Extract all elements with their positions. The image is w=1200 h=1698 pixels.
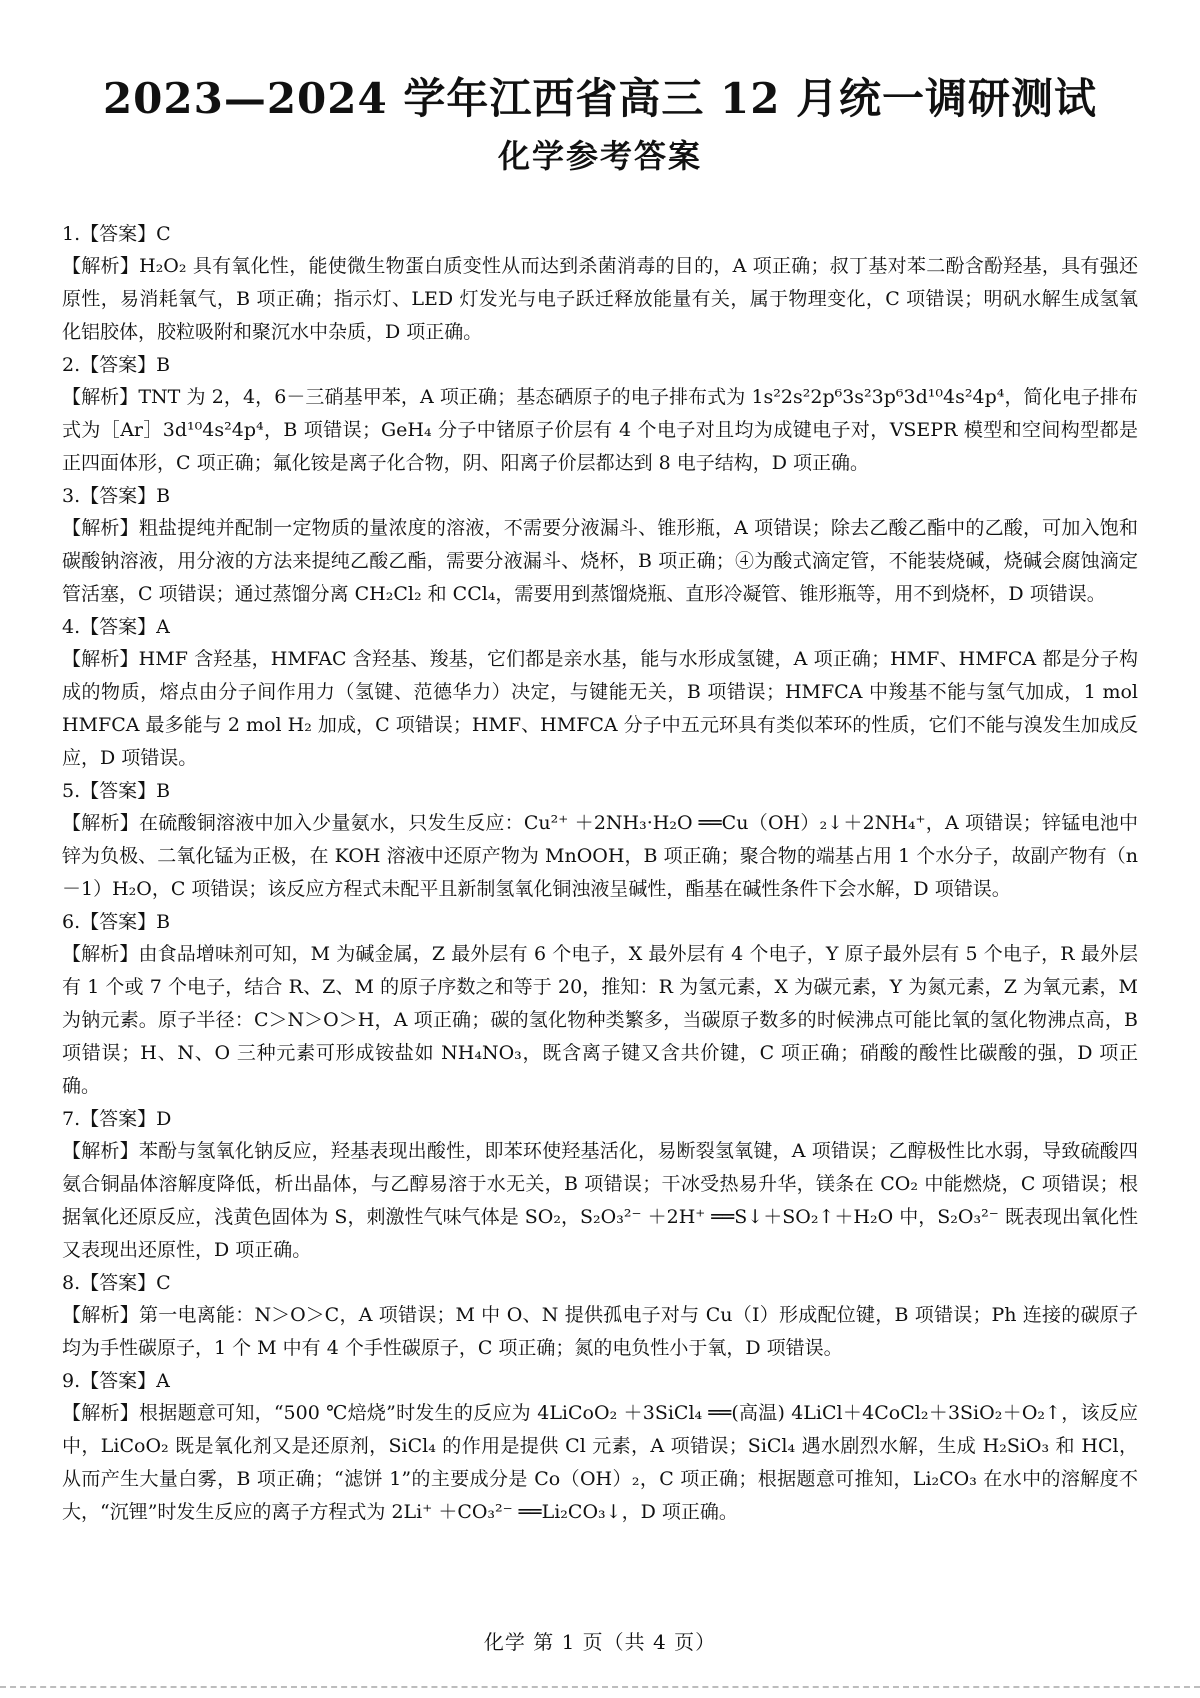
- question-item: [62, 1103, 1138, 1267]
- question-item: [62, 480, 1138, 611]
- analysis-text: 【解析】粗盐提纯并配制一定物质的量浓度的溶液，不需要分液漏斗、锥形瓶，A 项错误；除去乙酸乙酯中的乙酸，可加入饱和碳酸钠溶液，用分液的方法来提纯乙酸乙酯，需要分液漏斗、烧杯，B 项正确；④为酸式滴定管，不能装烧碱，烧碱会腐蚀滴定管活塞，C 项错误；通过蒸馏分离 CH₂Cl₂ 和 CCl₄，需要用到蒸馏烧瓶、直形冷凝管、锥形瓶等，用不到烧杯，D 项错误。: [62, 517, 1138, 605]
- question-item: [62, 611, 1138, 775]
- answer-line: 6.【答案】B: [62, 911, 171, 933]
- answer-line: 9.【答案】A: [62, 1370, 170, 1392]
- question-item: [62, 1365, 1138, 1529]
- analysis-text: 【解析】由食品增味剂可知，M 为碱金属，Z 最外层有 6 个电子，X 最外层有 4 个电子，Y 原子最外层有 5 个电子，R 最外层有 1 个或 7 个电子，结合 R、Z、M 的原子序数之和等于 20，推知：R 为氢元素，X 为碳元素，Y 为氮元素，Z 为氧元素，M 为钠元素。原子半径：C＞N＞O＞H，A 项正确；碳的氢化物种类繁多，当碳原子数多的时候沸点可能比氧的氢化物沸点高，B 项错误；H、N、O 三种元素可形成铵盐如 NH₄NO₃，既含离子键又含共价键，C 项正确；硝酸的酸性比碳酸的强，D 项正确。: [62, 943, 1138, 1097]
- question-item: [62, 349, 1138, 480]
- answer-line: 7.【答案】D: [62, 1108, 172, 1130]
- answer-line: 4.【答案】A: [62, 616, 170, 638]
- answer-line: 3.【答案】B: [62, 485, 171, 507]
- analysis-text: 【解析】HMF 含羟基，HMFAC 含羟基、羧基，它们都是亲水基，能与水形成氢键，A 项正确；HMF、HMFCA 都是分子构成的物质，熔点由分子间作用力（氢键、范德华力）决定，与键能无关，B 项错误；HMFCA 中羧基不能与氢气加成，1 mol HMFCA 最多能与 2 mol H₂ 加成，C 项错误；HMF、HMFCA 分子中五元环具有类似苯环的性质，它们不能与溴发生加成反应，D 项错误。: [62, 648, 1138, 769]
- analysis-text: 【解析】在硫酸铜溶液中加入少量氨水，只发生反应：Cu²⁺ ＋2NH₃·H₂O ══Cu（OH）₂↓＋2NH₄⁺，A 项错误；锌锰电池中锌为负极、二氧化锰为正极，在 KOH 溶液中还原产物为 MnOOH，B 项正确；聚合物的端基占用 1 个水分子，故副产物有（n－1）H₂O，C 项错误；该反应方程式未配平且新制氢氧化铜浊液呈碱性，酯基在碱性条件下会水解，D 项错误。: [62, 812, 1138, 900]
- page-subtitle: 化学参考答案: [497, 137, 702, 175]
- analysis-text: 【解析】H₂O₂ 具有氧化性，能使微生物蛋白质变性从而达到杀菌消毒的目的，A 项正确；叔丁基对苯二酚含酚羟基，具有强还原性，易消耗氧气，B 项正确；指示灯、LED 灯发光与电子跃迁释放能量有关，属于物理变化，C 项错误；明矾水解生成氢氧化铝胶体，胶粒吸附和聚沉水中杂质，D 项正确。: [62, 255, 1138, 343]
- analysis-text: 【解析】苯酚与氢氧化钠反应，羟基表现出酸性，即苯环使羟基活化，易断裂氢氧键，A 项错误；乙醇极性比水弱，导致硫酸四氨合铜晶体溶解度降低，析出晶体，与乙醇易溶于水无关，B 项错误；干冰受热易升华，镁条在 CO₂ 中能燃烧，C 项错误；根据氧化还原反应，浅黄色固体为 S，刺激性气味气体是 SO₂，S₂O₃²⁻ ＋2H⁺ ══S↓＋SO₂↑＋H₂O 中，S₂O₃²⁻ 既表现出氧化性又表现出还原性，D 项正确。: [62, 1140, 1138, 1261]
- page-footer: 化学 第 1 页（共 4 页）: [483, 1630, 717, 1654]
- analysis-text: 【解析】第一电离能：N＞O＞C，A 项错误；M 中 O、N 提供孤电子对与 Cu（Ⅰ）形成配位键，B 项错误；Ph 连接的碳原子均为手性碳原子，1 个 M 中有 4 个手性碳原子，C 项正确；氮的电负性小于氧，D 项错误。: [62, 1304, 1138, 1359]
- page-title: 2023—2024 学年江西省高三 12 月统一调研测试: [102, 74, 1098, 123]
- question-item: [62, 1267, 1138, 1365]
- page-edge-divider: [0, 1686, 1200, 1688]
- answer-line: 1.【答案】C: [62, 223, 171, 245]
- analysis-text: 【解析】TNT 为 2，4，6－三硝基甲苯，A 项正确；基态硒原子的电子排布式为 1s²2s²2p⁶3s²3p⁶3d¹⁰4s²4p⁴，简化电子排布式为［Ar］3d¹⁰4s²4p⁴，B 项错误；GeH₄ 分子中锗原子价层有 4 个电子对且均为成键电子对，VSEPR 模型和空间构型都是正四面体形，C 项正确；氟化铵是离子化合物，阴、阳离子价层都达到 8 电子结构，D 项正确。: [62, 386, 1138, 474]
- question-item: [62, 906, 1138, 1103]
- analysis-text: 【解析】根据题意可知，“500 ℃焙烧”时发生的反应为 4LiCoO₂ ＋3SiCl₄ ══(高温) 4LiCl＋4CoCl₂＋3SiO₂＋O₂↑，该反应中，LiCoO₂ 既是氧化剂又是还原剂，SiCl₄ 的作用是提供 Cl 元素，A 项错误；SiCl₄ 遇水剧烈水解，生成 H₂SiO₃ 和 HCl，从而产生大量白雾，B 项正确；“滤饼 1”的主要成分是 Co（OH）₂，C 项正确；根据题意可推知，Li₂CO₃ 在水中的溶解度不大，“沉锂”时发生反应的离子方程式为 2Li⁺ ＋CO₃²⁻ ══Li₂CO₃↓，D 项正确。: [62, 1402, 1138, 1523]
- question-item: [62, 218, 1138, 349]
- question-list: [62, 218, 1138, 1529]
- answer-line: 8.【答案】C: [62, 1272, 171, 1294]
- answer-line: 2.【答案】B: [62, 354, 171, 376]
- question-item: [62, 775, 1138, 906]
- answer-line: 5.【答案】B: [62, 780, 171, 802]
